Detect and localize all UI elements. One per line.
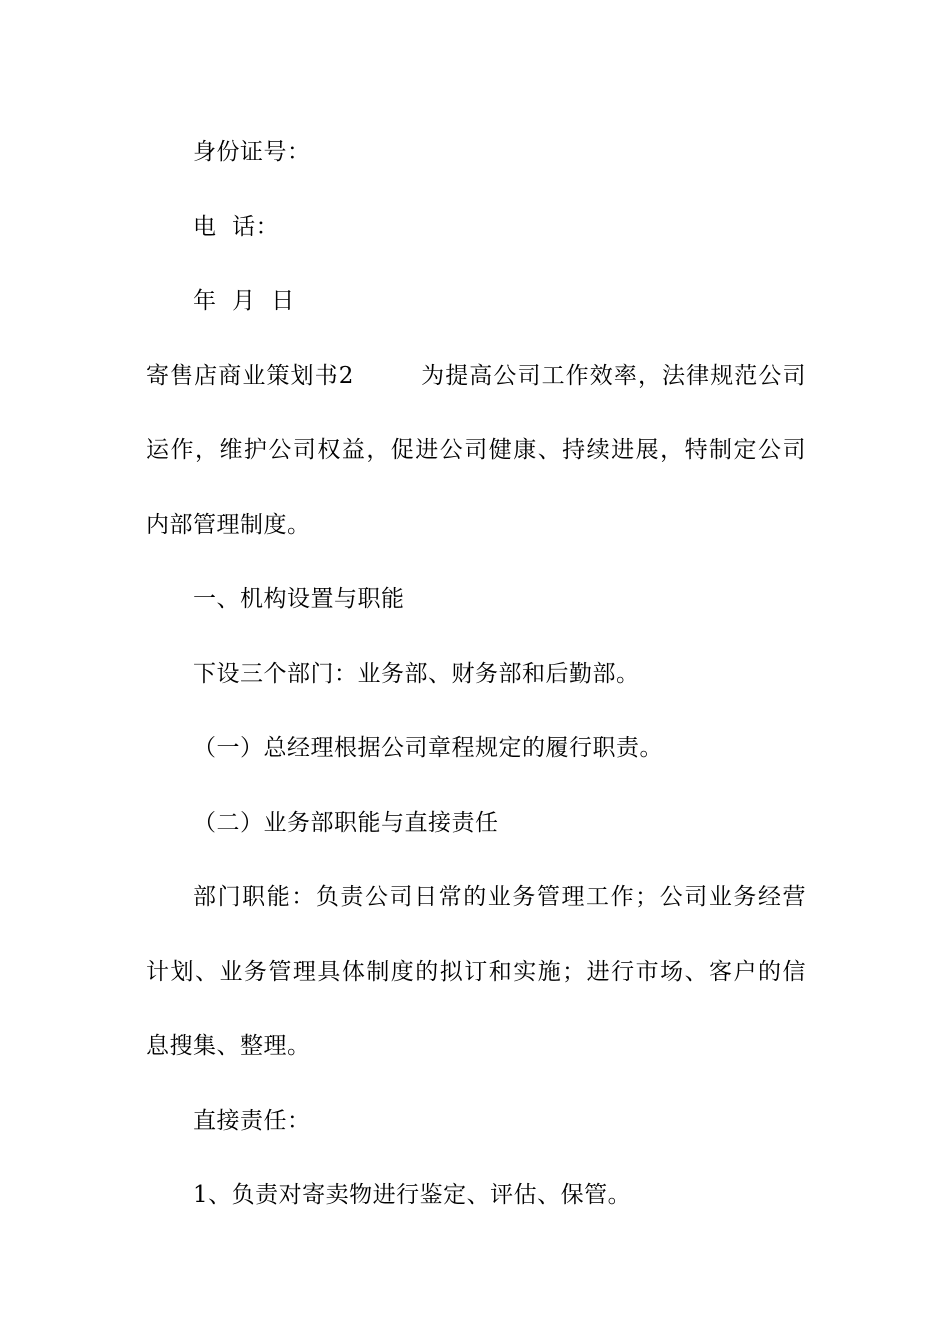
id-number-label: 身份证号： [193, 139, 311, 165]
paragraph-line: 运作，维护公司权益，促进公司健康、持续进展，特制定公司 [146, 437, 806, 463]
paragraph-line: 下设三个部门：业务部、财务部和后勤部。 [193, 661, 640, 687]
subsection-heading: （二）业务部职能与直接责任 [193, 810, 499, 836]
paragraph-line: 部门职能：负责公司日常的业务管理工作；公司业务经营 [193, 884, 806, 910]
paragraph-line: 内部管理制度。 [146, 512, 311, 538]
paragraph-line: 计划、业务管理具体制度的拟订和实施；进行市场、客户的信 [146, 959, 806, 985]
date-label: 年 月 日 [193, 288, 295, 314]
paragraph-line: 息搜集、整理。 [146, 1033, 311, 1059]
phone-label: 电 话： [193, 214, 280, 240]
section-heading: 一、机构设置与职能 [193, 586, 405, 612]
paragraph-line: 直接责任： [193, 1108, 311, 1134]
subsection-heading: （一）总经理根据公司章程规定的履行职责。 [193, 735, 663, 761]
paragraph-line: 寄售店商业策划书2 为提高公司工作效率，法律规范公司 [146, 363, 806, 389]
list-item: 1、负责对寄卖物进行鉴定、评估、保管。 [193, 1182, 632, 1208]
